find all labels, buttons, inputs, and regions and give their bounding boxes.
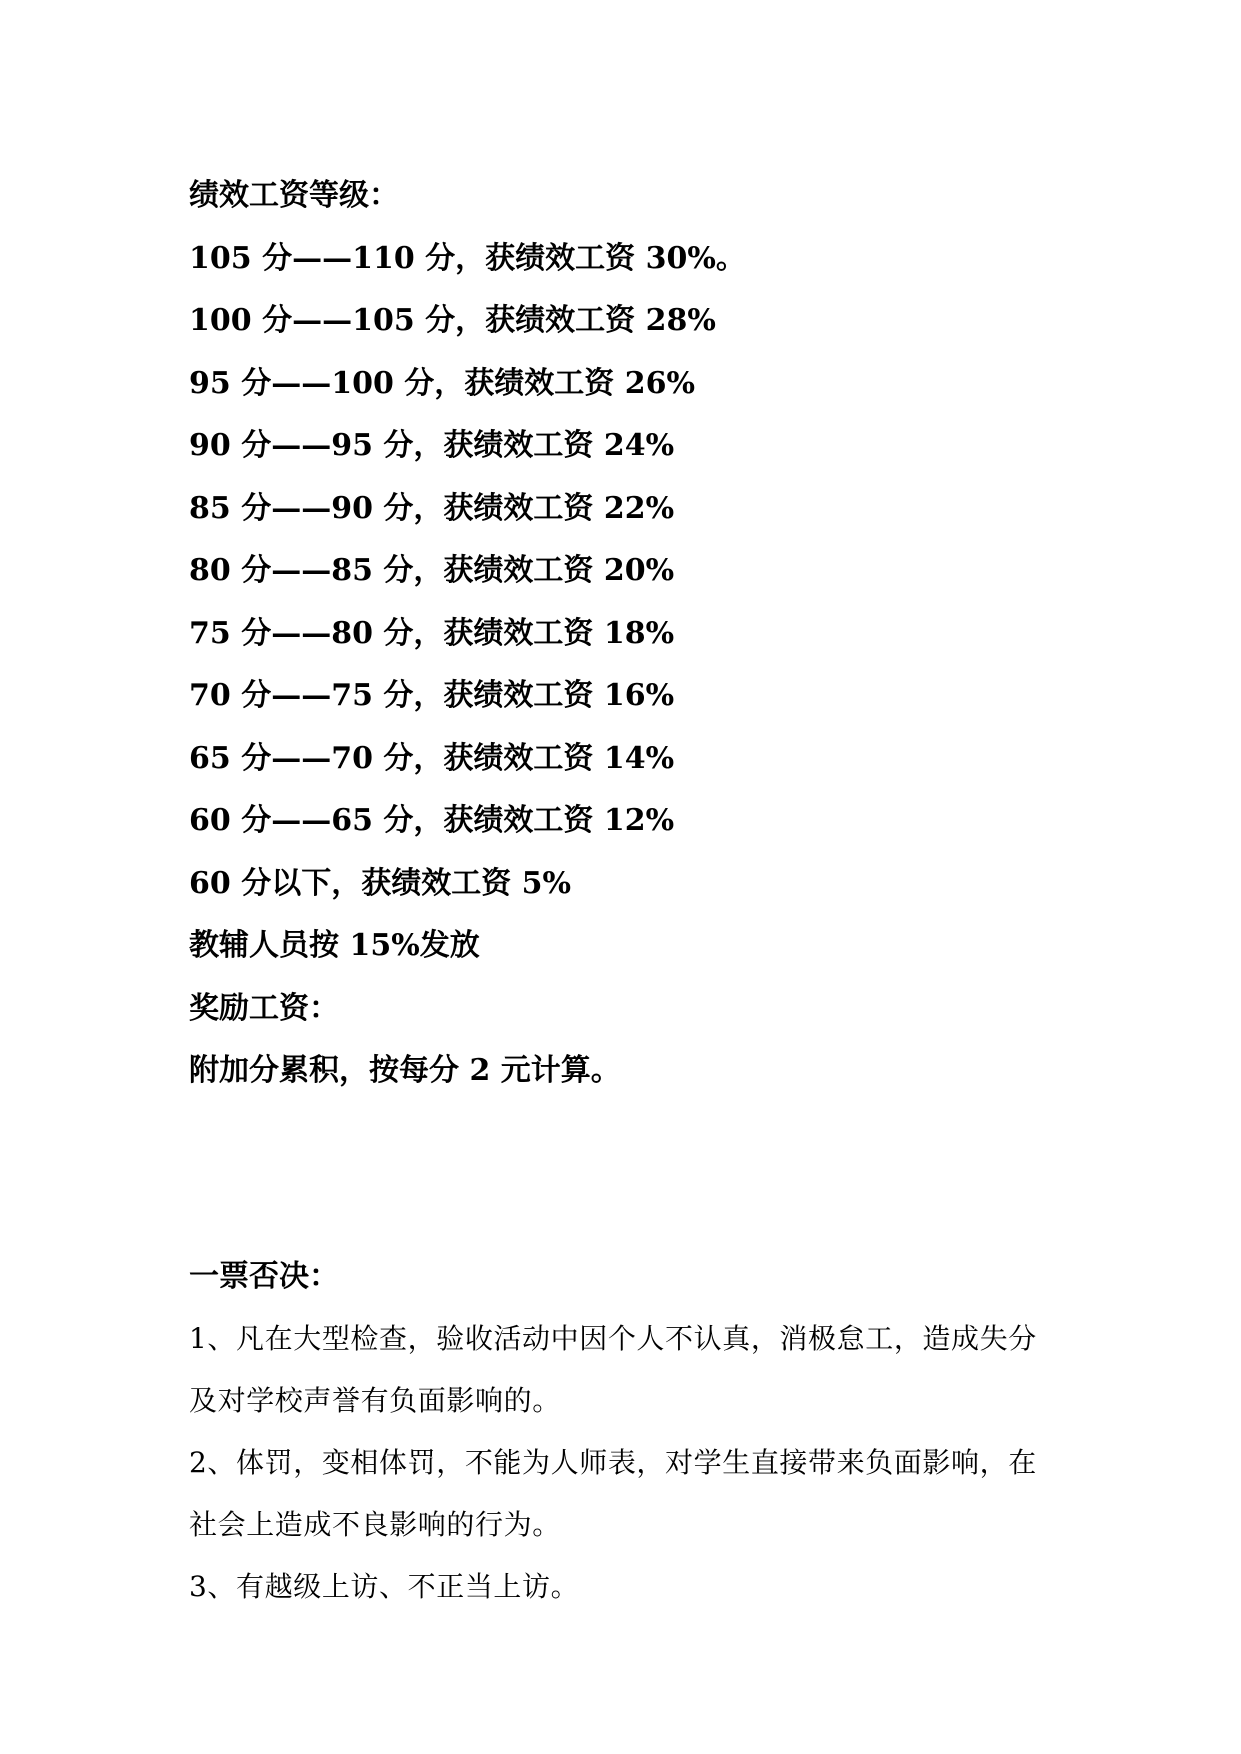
veto-heading: 一票否决： bbox=[189, 1258, 339, 1294]
reward-text: 附加分累积，按每分 2 元计算。 bbox=[189, 1053, 621, 1088]
grade-line: 75 分——80 分，获绩效工资 18% bbox=[189, 615, 675, 651]
document-content bbox=[189, 165, 1089, 1618]
veto-item-1-line-1: 1、凡在大型检查，验收活动中因个人不认真，消极怠工，造成失分 bbox=[189, 1321, 1037, 1355]
grade-line: 85 分——90 分，获绩效工资 22% bbox=[189, 490, 675, 526]
veto-item-3-line-1: 3、有越级上访、不正当上访。 bbox=[189, 1569, 580, 1603]
grade-line: 100 分——105 分，获绩效工资 28% bbox=[189, 303, 716, 338]
veto-item-1-line-2: 及对学校声誉有负面影响的。 bbox=[189, 1383, 561, 1417]
support-staff-line: 教辅人员按 15%发放 bbox=[189, 928, 480, 963]
grade-line: 80 分——85 分，获绩效工资 20% bbox=[189, 553, 675, 588]
veto-item-2-line-2: 社会上造成不良影响的行为。 bbox=[189, 1507, 561, 1541]
veto-item-2-line-1: 2、体罚，变相体罚，不能为人师表，对学生直接带来负面影响，在 bbox=[189, 1445, 1037, 1479]
grade-line: 95 分——100 分，获绩效工资 26% bbox=[189, 365, 695, 401]
grade-line: 65 分——70 分，获绩效工资 14% bbox=[189, 740, 675, 776]
grade-line: 60 分以下，获绩效工资 5% bbox=[189, 865, 572, 901]
reward-heading: 奖励工资： bbox=[189, 990, 339, 1026]
grade-line: 90 分——95 分，获绩效工资 24% bbox=[189, 428, 675, 463]
grade-line: 60 分——65 分，获绩效工资 12% bbox=[189, 803, 675, 838]
performance-heading: 绩效工资等级： bbox=[189, 178, 399, 213]
grade-line: 70 分——75 分，获绩效工资 16% bbox=[189, 678, 675, 713]
section-spacer bbox=[189, 1103, 1089, 1246]
grade-line: 105 分——110 分，获绩效工资 30%。 bbox=[189, 240, 746, 276]
